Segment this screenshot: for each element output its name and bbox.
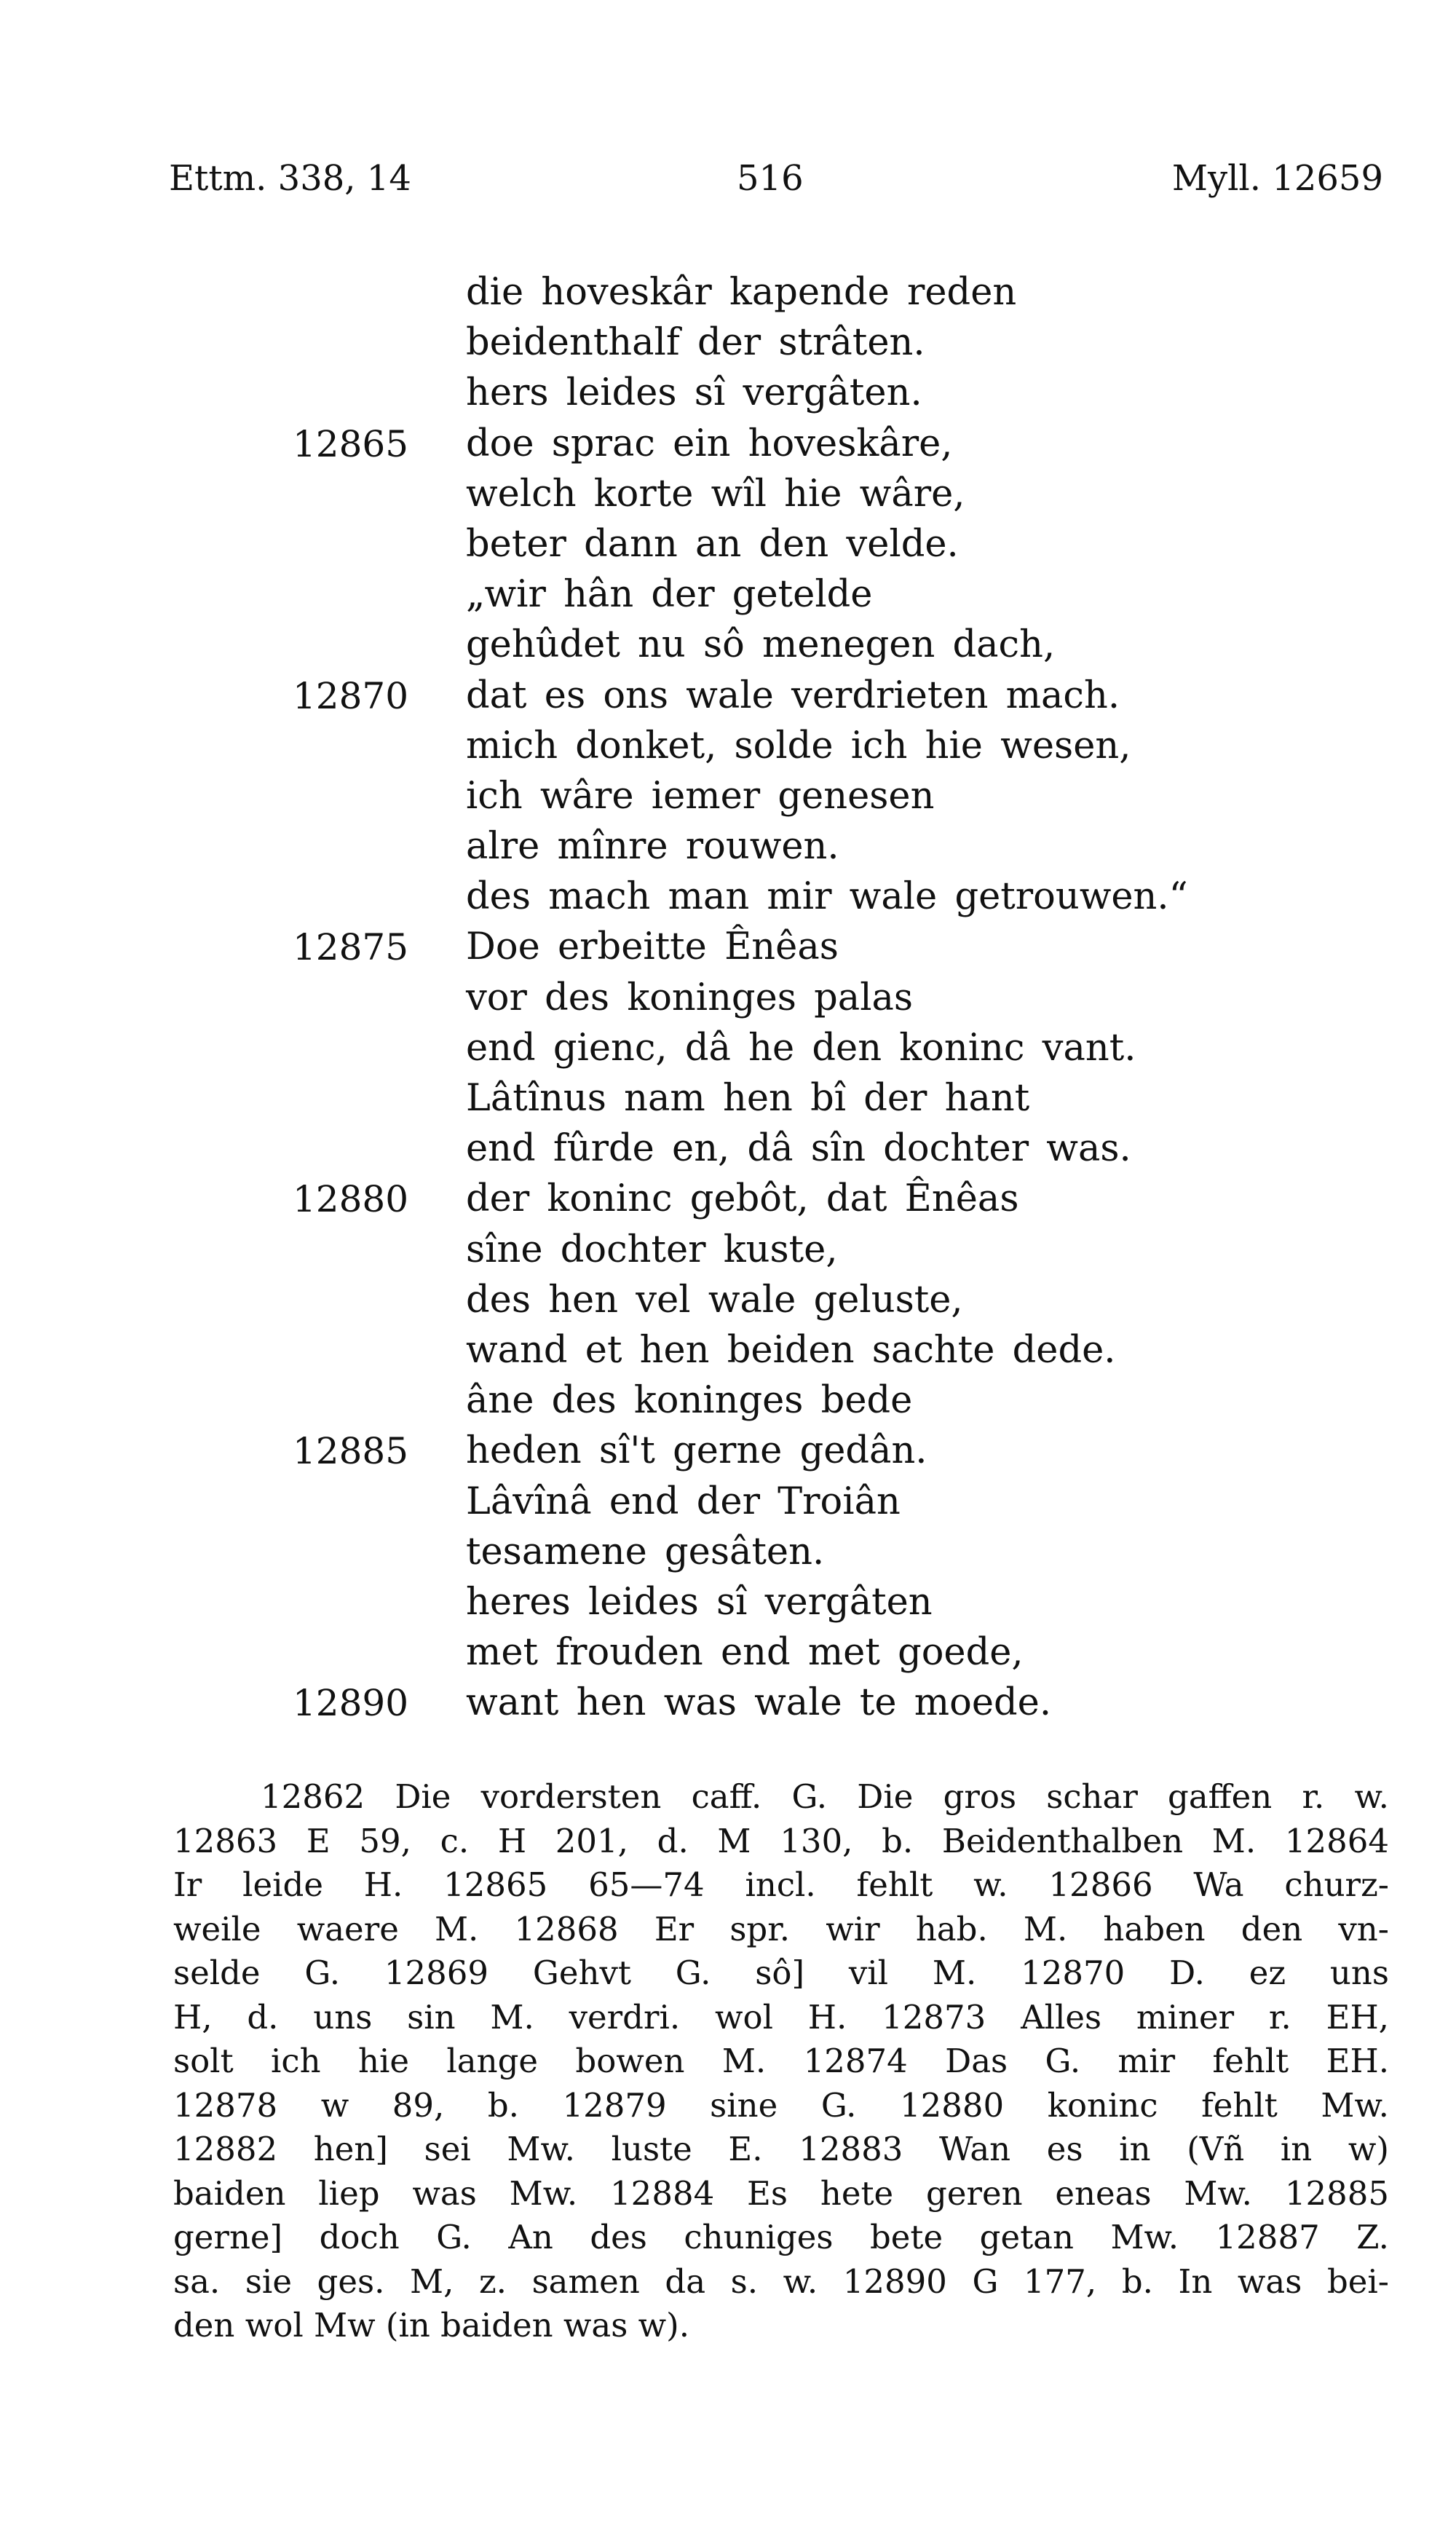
footnote-line: solt ich hie lange bowen M. 12874 Das G. mir fehlt EH. bbox=[173, 2042, 1389, 2080]
verse-line bbox=[0, 471, 1456, 521]
footnote-line: 12882 hen] sei Mw. luste E. 12883 Wan es in (Vñ in w) bbox=[173, 2130, 1389, 2168]
verse-text: des hen vel wale geluste, bbox=[466, 1278, 963, 1322]
footnote-line: 12878 w 89, b. 12879 sine G. 12880 koninc fehlt Mw. bbox=[173, 2085, 1389, 2125]
verse-line bbox=[0, 1075, 1456, 1126]
verse-line bbox=[0, 723, 1456, 773]
verse-line bbox=[0, 773, 1456, 823]
verse-line bbox=[0, 521, 1456, 572]
verse-line bbox=[0, 1529, 1456, 1579]
verse-line bbox=[0, 1126, 1456, 1176]
verse-line bbox=[0, 874, 1456, 924]
verse-line bbox=[0, 1327, 1456, 1378]
verse-text: dat es ons wale verdrieten mach. bbox=[466, 673, 1120, 717]
verse-text: end gienc, dâ he den koninc vant. bbox=[466, 1026, 1136, 1070]
verse-text: want hen was wale te moede. bbox=[466, 1681, 1052, 1725]
footnote-line: weile waere M. 12868 Er spr. wir hab. M. haben den vn- bbox=[173, 1909, 1389, 1948]
verse-number: 12875 bbox=[293, 926, 409, 969]
verse-number: 12890 bbox=[293, 1682, 409, 1725]
verse-text: heden sî't gerne gedân. bbox=[466, 1429, 927, 1473]
verse-text: welch korte wîl hie wâre, bbox=[466, 472, 965, 516]
verse-number: 12885 bbox=[293, 1430, 409, 1473]
footnote-line: selde G. 12869 Gehvt G. sô] vil M. 12870 D. ez uns bbox=[173, 1954, 1389, 1992]
footnote-line: den wol Mw (in baiden was w). bbox=[173, 2306, 690, 2345]
verse-text: ich wâre iemer genesen bbox=[466, 774, 935, 818]
verse-line bbox=[0, 370, 1456, 420]
verse-line bbox=[0, 1630, 1456, 1680]
verse-line bbox=[0, 1428, 1456, 1478]
verse-text: „wir hân der getelde bbox=[466, 573, 873, 617]
footnote-line: 12862 Die vordersten caff. G. Die gros schar gaffen r. w. bbox=[261, 1777, 1389, 1816]
verse-text: sîne dochter kuste, bbox=[466, 1228, 838, 1271]
verse-line bbox=[0, 269, 1456, 320]
verse-line bbox=[0, 1025, 1456, 1075]
verse-line bbox=[0, 1227, 1456, 1277]
verse-text: heres leides sî vergâten bbox=[466, 1580, 933, 1624]
verse-line bbox=[0, 924, 1456, 974]
verse-text: âne des koninges bede bbox=[466, 1379, 913, 1423]
verse-line bbox=[0, 823, 1456, 874]
verse-line bbox=[0, 421, 1456, 471]
footnote-line: baiden liep was Mw. 12884 Es hete geren eneas Mw. 12885 bbox=[173, 2173, 1389, 2213]
verse-line bbox=[0, 1680, 1456, 1730]
verse-line bbox=[0, 975, 1456, 1025]
verse-text: alre mînre rouwen. bbox=[466, 825, 839, 869]
verse-line bbox=[0, 1479, 1456, 1529]
verse-line bbox=[0, 320, 1456, 370]
verse-text: der koninc gebôt, dat Ênêas bbox=[466, 1177, 1019, 1221]
header-right-reference: Myll. 12659 bbox=[1171, 158, 1383, 199]
verse-text: Doe erbeitte Ênêas bbox=[466, 925, 839, 969]
verse-text: beter dann an den velde. bbox=[466, 522, 959, 566]
verse-text: end fûrde en, dâ sîn dochter was. bbox=[466, 1127, 1131, 1171]
verse-text: Lâvînâ end der Troiân bbox=[466, 1480, 901, 1523]
verse-text: die hoveskâr kapende reden bbox=[466, 271, 1017, 314]
verse-number: 12865 bbox=[293, 422, 409, 465]
verse-text: met frouden end met goede, bbox=[466, 1631, 1024, 1675]
verse-line bbox=[0, 673, 1456, 723]
verse-text: des mach man mir wale getrouwen.“ bbox=[466, 875, 1188, 919]
verse-text: hers leides sî vergâten. bbox=[466, 371, 922, 415]
verse-line bbox=[0, 1277, 1456, 1327]
footnote-line: 12863 E 59, c. H 201, d. M 130, b. Beidenthalben M. 12864 bbox=[173, 1821, 1389, 1860]
verse-line bbox=[0, 622, 1456, 672]
verse-line bbox=[0, 572, 1456, 622]
footnote-line: Ir leide H. 12865 65—74 incl. fehlt w. 12866 Wa churz- bbox=[173, 1865, 1389, 1904]
verse-text: beidenthalf der strâten. bbox=[466, 321, 925, 365]
footnote-line: sa. sie ges. M, z. samen da s. w. 12890 G 177, b. In was bei- bbox=[173, 2262, 1389, 2301]
verse-text: doe sprac ein hoveskâre, bbox=[466, 422, 953, 465]
verse-line bbox=[0, 1579, 1456, 1630]
verse-number: 12880 bbox=[293, 1178, 409, 1221]
verse-text: vor des koninges palas bbox=[466, 976, 914, 1019]
verse-text: tesamene gesâten. bbox=[466, 1530, 825, 1573]
verse-text: Lâtînus nam hen bî der hant bbox=[466, 1077, 1030, 1120]
verse-text: gehûdet nu sô menegen dach, bbox=[466, 623, 1056, 667]
verse-text: mich donket, solde ich hie wesen, bbox=[466, 724, 1131, 767]
page-number: 516 bbox=[737, 158, 804, 199]
verse-number: 12870 bbox=[293, 674, 409, 717]
header-left-reference: Ettm. 338, 14 bbox=[169, 158, 411, 199]
verse-text: wand et hen beiden sachte dede. bbox=[466, 1328, 1116, 1372]
footnotes-block bbox=[173, 1777, 1389, 2350]
verse-block bbox=[0, 269, 1456, 1730]
footnote-line: H, d. uns sin M. verdri. wol H. 12873 Alles miner r. EH, bbox=[173, 1997, 1389, 2037]
footnote-line: gerne] doch G. An des chuniges bete getan Mw. 12887 Z. bbox=[173, 2218, 1389, 2256]
verse-line bbox=[0, 1176, 1456, 1226]
verse-line bbox=[0, 1378, 1456, 1428]
